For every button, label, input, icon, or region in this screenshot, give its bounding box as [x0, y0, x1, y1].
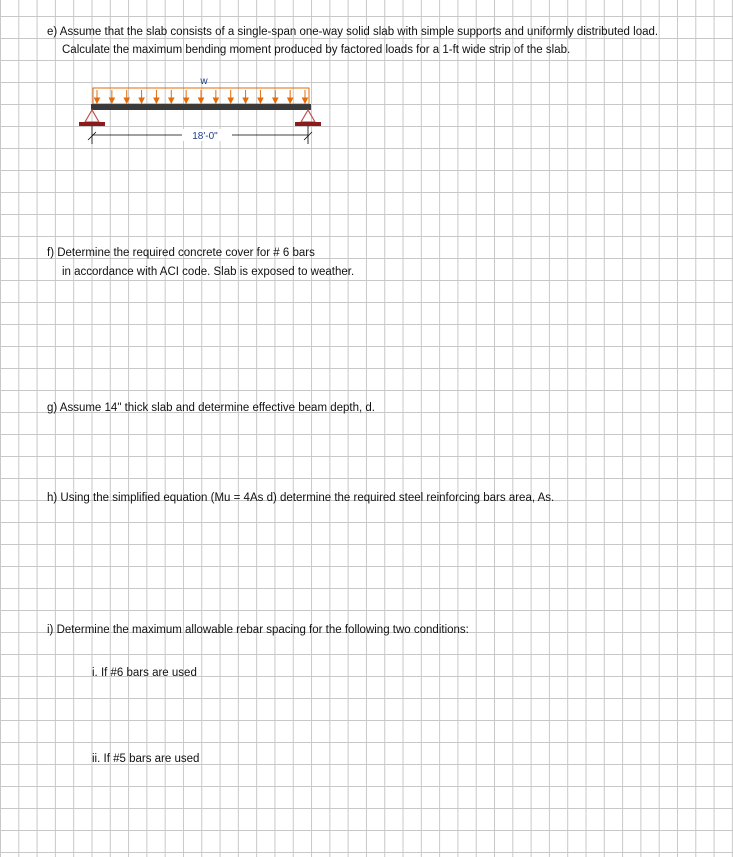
load-arrow — [213, 90, 218, 103]
slab-beam — [91, 104, 311, 110]
question-f-line2: in accordance with ACI code. Slab is exposed to weather. — [62, 266, 355, 278]
left-support — [79, 110, 105, 144]
load-arrow — [109, 90, 114, 103]
question-f-line1: f) Determine the required concrete cover for # 6 bars — [47, 247, 315, 259]
load-arrow — [243, 90, 248, 103]
beam-diagram — [78, 70, 328, 150]
distributed-load — [93, 88, 309, 104]
question-g: g) Assume 14" thick slab and determine effective beam depth, d. — [47, 402, 375, 414]
question-i-sub2: ii. If #5 bars are used — [92, 753, 200, 765]
load-arrow — [199, 90, 204, 103]
load-arrow — [169, 90, 174, 103]
question-i-sub1: i. If #6 bars are used — [92, 667, 197, 679]
question-e-line2: Calculate the maximum bending moment produced by factored loads for a 1-ft wide strip of the slab. — [62, 44, 571, 56]
load-arrow — [124, 90, 129, 103]
load-arrow — [273, 90, 278, 103]
load-arrow — [184, 90, 189, 103]
question-h: h) Using the simplified equation (Mu = 4As d) determine the required steel reinforcing bars area, As. — [47, 492, 555, 504]
load-arrow — [139, 90, 144, 103]
load-arrow — [258, 90, 263, 103]
load-arrow — [303, 90, 308, 103]
question-e-line1: e) Assume that the slab consists of a single-span one-way solid slab with simple supports and uniformly distributed load. — [47, 26, 659, 38]
load-arrow — [228, 90, 233, 103]
question-i: i) Determine the maximum allowable rebar spacing for the following two conditions: — [47, 624, 469, 636]
load-arrow — [288, 90, 293, 103]
span-label: 18'-0" — [192, 131, 218, 142]
load-arrow — [154, 90, 159, 103]
right-support — [295, 110, 321, 144]
load-arrow — [95, 90, 100, 103]
load-label: w — [200, 76, 208, 87]
